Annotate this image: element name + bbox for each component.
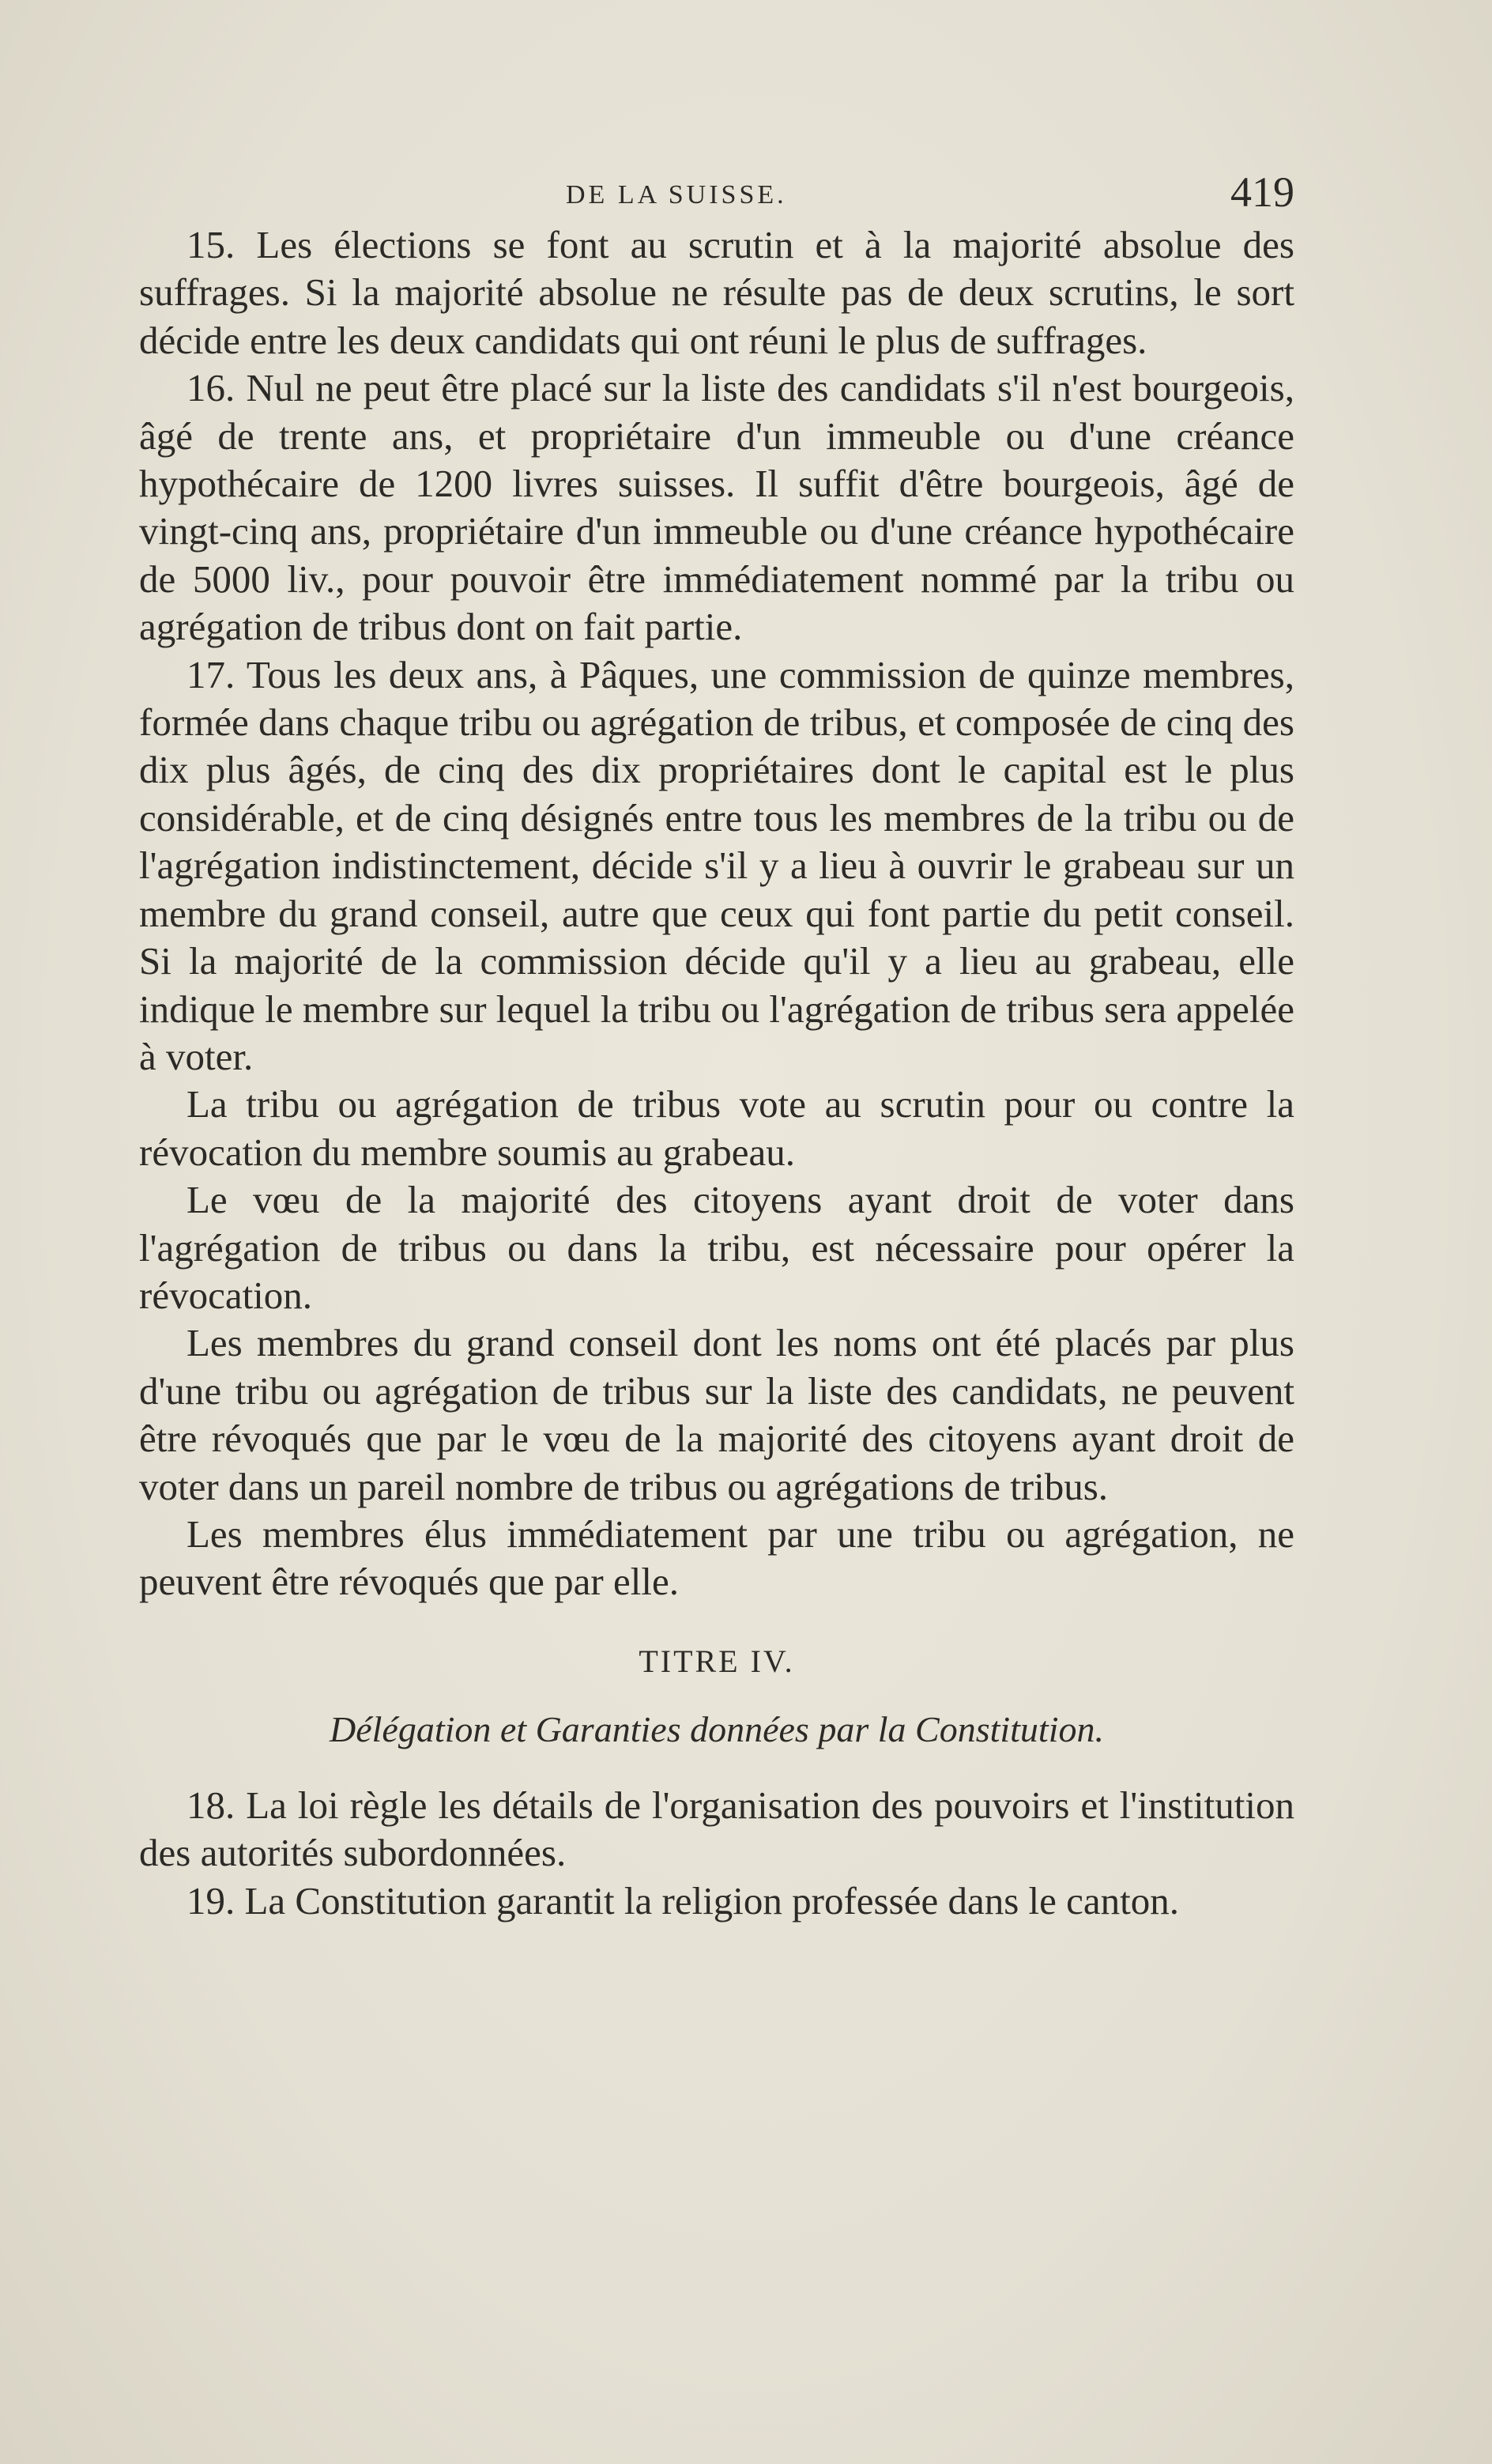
article-19: 19. La Constitution garantit la religion professée dans le canton.: [186, 1878, 1179, 1923]
article-15: 15. Les élections se font au scrutin et à la majorité absolue des suffrages. Si la majorité absolue ne résulte pas de deux scrutins, le sort décide entre les deux candidats qui ont réuni le plus de suffrages.: [139, 223, 1294, 362]
paragraph: Les membres élus immédiatement par une tribu ou agrégation, ne peuvent être révoqués que par elle.: [139, 1511, 1294, 1604]
paragraph: La tribu ou agrégation de tribus vote au scrutin pour ou contre la révocation du membre soumis au grabeau.: [139, 1082, 1294, 1174]
article-17: 17. Tous les deux ans, à Pâques, une commission de quinze membres, formée dans chaque tribu ou agrégation de tribus, et composée de cinq des dix plus âgés, de cinq des dix propriétaires dont le capital est le plus considérable, et de cinq désignés entre tous les membres de la tribu ou de l'agrégation indistinctement, décide s'il y a lieu à ouvrir le grabeau sur un membre du grand conseil, autre que ceux qui font partie du petit conseil. Si la majorité de la commission décide qu'il y a lieu au grabeau, elle indique le membre sur lequel la tribu ou l'agrégation de tribus sera appelée à voter.: [139, 652, 1294, 1078]
body-text: [139, 221, 1294, 1925]
page-number: 419: [1230, 168, 1294, 216]
page-header: [139, 163, 1294, 218]
article-18: 18. La loi règle les détails de l'organisation des pouvoirs et l'institution des autorités subordonnées.: [139, 1783, 1294, 1875]
running-title: DE LA SUISSE.: [566, 180, 787, 209]
section-title: TITRE IV.: [639, 1643, 795, 1679]
article-16: 16. Nul ne peut être placé sur la liste des candidats s'il n'est bourgeois, âgé de trente ans, et propriétaire d'un immeuble ou d'une créance hypothécaire de 1200 livres suisses. Il suffit d'être bourgeois, âgé de vingt-cinq ans, propriétaire d'un immeuble ou d'une créance hypothécaire de 5000 liv., pour pouvoir être immédiatement nommé par la tribu ou agrégation de tribus dont on fait partie.: [139, 366, 1294, 649]
paragraph: Les membres du grand conseil dont les noms ont été placés par plus d'une tribu ou agrégation de tribus sur la liste des candidats, ne peuvent être révoqués que par le vœu de la majorité des citoyens ayant droit de voter dans un pareil nombre de tribus ou agrégations de tribus.: [139, 1321, 1294, 1508]
paragraph: Le vœu de la majorité des citoyens ayant droit de voter dans l'agrégation de tribus ou dans la tribu, est nécessaire pour opérer la révocation.: [139, 1178, 1294, 1317]
section-subtitle: Délégation et Garanties données par la Constitution.: [330, 1708, 1104, 1749]
